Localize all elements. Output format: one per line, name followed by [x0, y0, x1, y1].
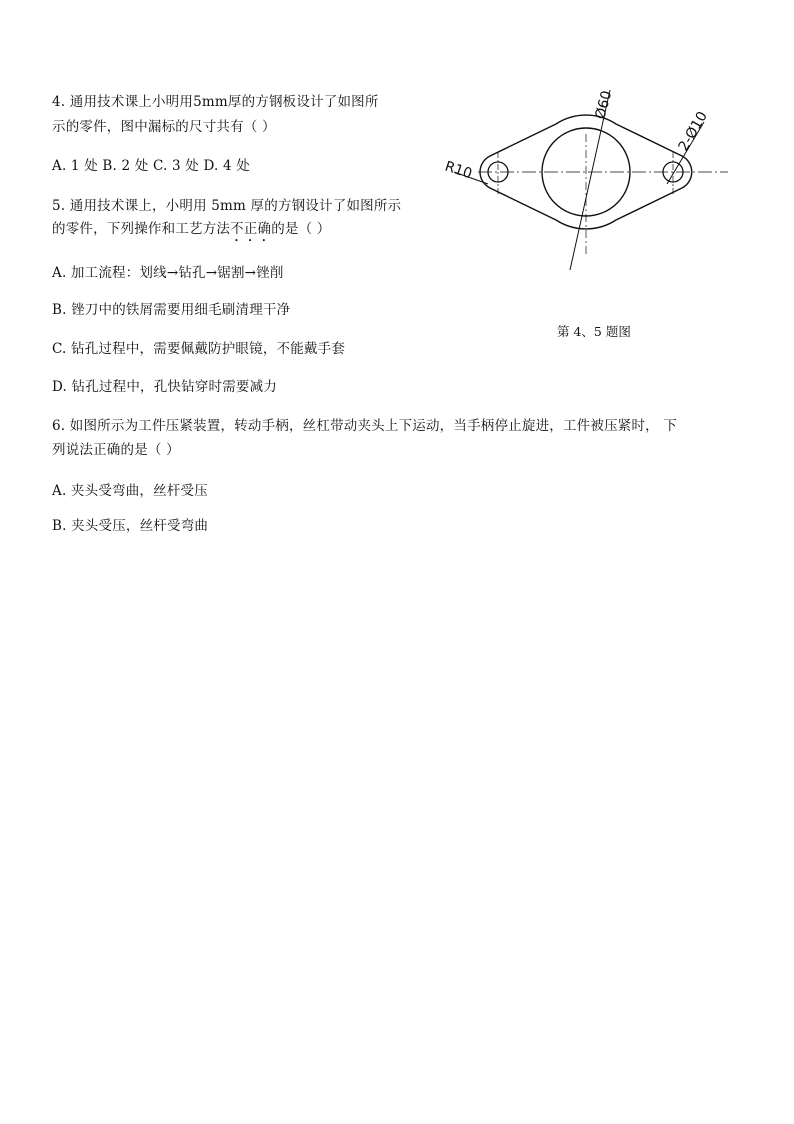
q4-stem-line2: 示的零件，图中漏标的尺寸共有（ ） — [52, 119, 276, 135]
q5-stem-line2 — [52, 220, 331, 245]
q4-options: A. 1 处 B. 2 处 C. 3 处 D. 4 处 — [52, 158, 250, 174]
dim-label-r10: R10 — [442, 158, 474, 183]
figure-caption: 第 4、5 题图 — [557, 324, 631, 339]
part-drawing-figure — [438, 82, 738, 282]
q6-option-b: B. 夹头受压，丝杆受弯曲 — [52, 518, 209, 534]
q6-stem-line2: 列说法正确的是（ ） — [52, 442, 180, 458]
q4-stem-line1: 4. 通用技术课上小明用5mm厚的方钢板设计了如图所 — [52, 94, 379, 110]
q5-stem-post: 的是（ ） — [271, 221, 331, 237]
q6-stem-line1: 6. 如图所示为工件压紧装置，转动手柄，丝杠带动夹头上下运动，当手柄停止旋进，工件被压紧时， 下 — [52, 418, 678, 434]
q5-option-d: D. 钻孔过程中，孔快钻穿时需要减力 — [52, 379, 278, 395]
q5-option-c: C. 钻孔过程中，需要佩戴防护眼镜，不能戴手套 — [52, 341, 346, 357]
q5-emphasis-text: 不正确 — [230, 221, 272, 237]
q5-option-a: A. 加工流程：划线→钻孔→锯割→锉削 — [52, 265, 284, 281]
q5-stem-line1: 5. 通用技术课上，小明用 5mm 厚的方钢设计了如图所示 — [52, 198, 402, 214]
flange-drawing — [438, 82, 738, 282]
q5-option-b: B. 锉刀中的铁屑需要用细毛刷清理干净 — [52, 302, 291, 318]
dim-label-2x10: 2-Ø10 — [675, 108, 711, 154]
q6-option-a: A. 夹头受弯曲，丝杆受压 — [52, 483, 208, 499]
dim-label-60: Ø60 — [592, 89, 616, 122]
q5-stem-pre: 的零件，下列操作和工艺方法 — [52, 221, 231, 237]
